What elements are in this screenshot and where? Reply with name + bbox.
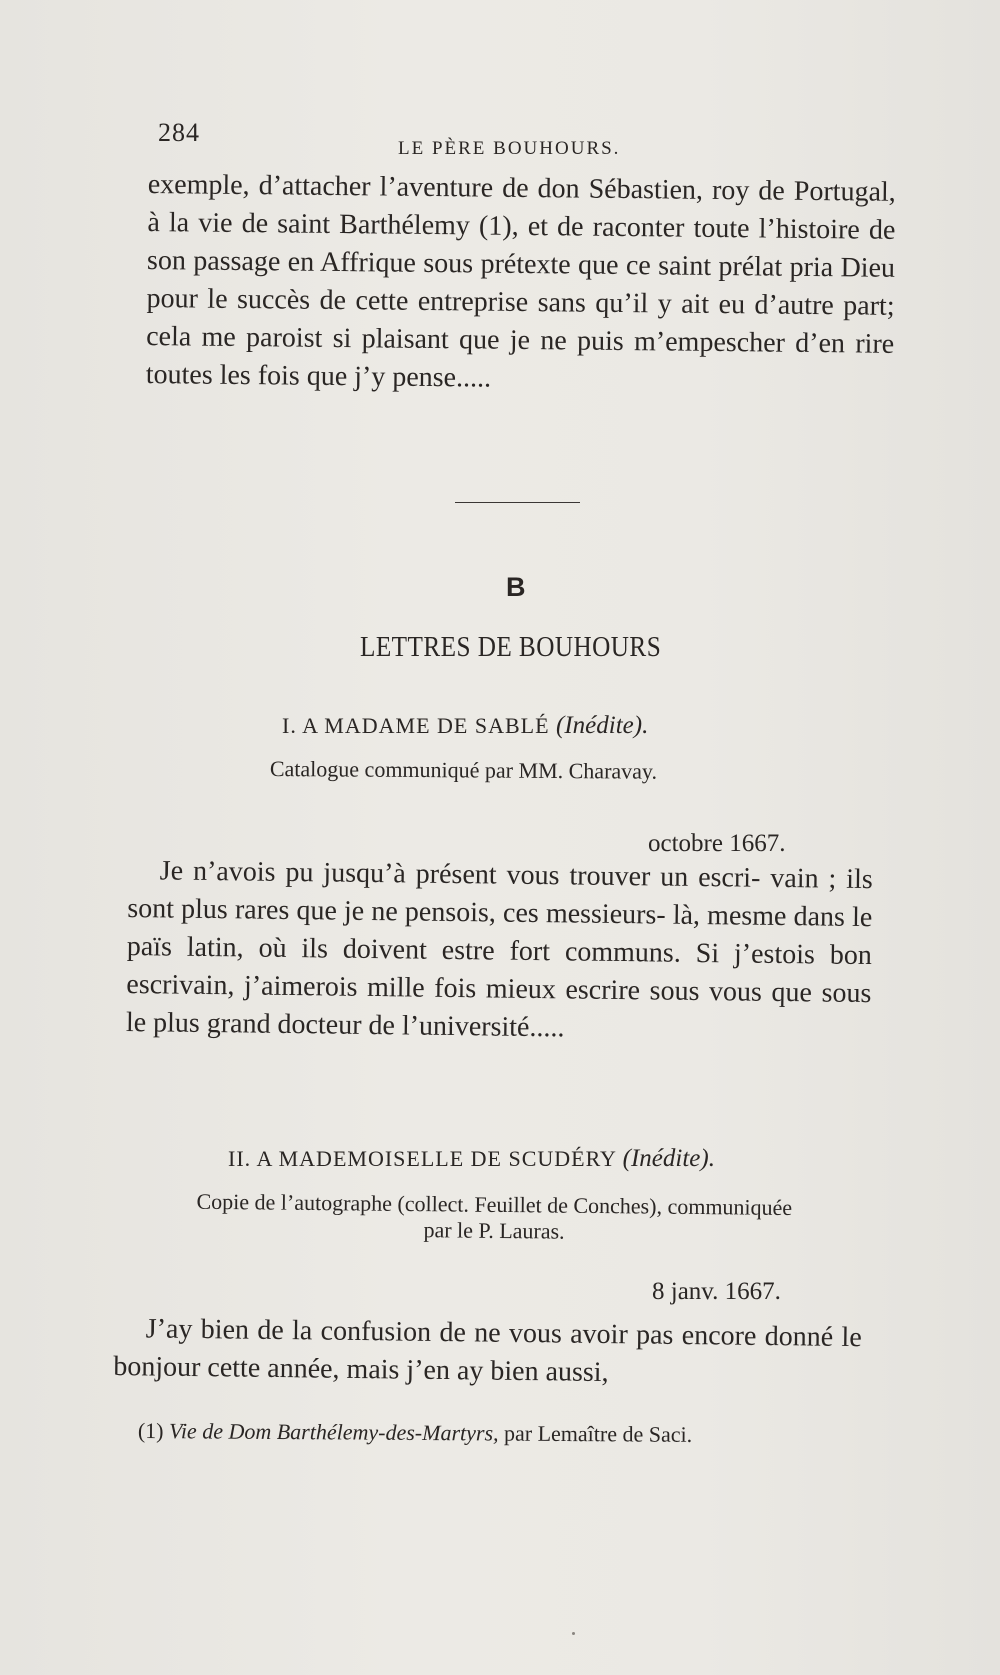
running-head: LE PÈRE BOUHOURS.	[398, 138, 621, 159]
letter-1-heading-text: I. A MADAME DE SABLÉ	[282, 713, 550, 738]
text-line: toutes les fois que j’y pense.....	[145, 358, 492, 394]
text-line: paroist si plaisant que je ne puis m’empescher d’en rire	[245, 322, 895, 360]
letter-2-heading	[228, 1145, 715, 1173]
continued-paragraph	[146, 166, 896, 402]
text-line: Portugal, à la vie de saint Barthélemy (1), et de raconter	[147, 175, 896, 244]
letter-2-source	[121, 1188, 867, 1248]
footnote-title: Vie de Dom Barthélemy-des-Martyrs,	[168, 1418, 499, 1446]
letter-2-heading-note: (Inédite).	[622, 1145, 715, 1172]
text-line: communs. Si j’estois bon escrivain, j’aimerois mille fois	[126, 936, 872, 1005]
text-line: donné le bonjour cette année, mais j’en ay bien aussi,	[113, 1320, 862, 1389]
section-title: LETTRES DE BOUHOURS	[360, 632, 662, 663]
text-line: toute l’histoire de son passage en Affrique sous prétexte	[146, 212, 896, 281]
letter-2-heading-text: II. A MADEMOISELLE DE SCUDÉRY	[228, 1146, 617, 1171]
paper-speck	[572, 1632, 575, 1635]
letter-1-heading	[282, 712, 648, 740]
page-number: 284	[158, 118, 200, 147]
text-line: là, mesme dans le païs latin, où ils doivent estre fort	[126, 899, 873, 968]
text-line: vain ; ils sont plus rares que je ne pensois, ces messieurs-	[127, 862, 873, 931]
section-divider	[455, 502, 580, 503]
footnote	[138, 1418, 692, 1448]
footnote-text: par Lemaître de Saci.	[503, 1420, 693, 1447]
text-line: que ce saint prélat pria Dieu pour le succès de cette	[146, 249, 896, 317]
page-header	[158, 116, 858, 159]
text-line: Je n’avois pu jusqu’à présent vous trouver un escri-	[159, 855, 761, 894]
letter-2-date: 8 janv. 1667.	[652, 1278, 781, 1305]
section-letter: B	[506, 572, 526, 602]
text-line: mieux escrire sous vous que sous le plus grand docteur	[125, 973, 872, 1041]
footnote-marker: (1)	[137, 1418, 164, 1444]
letter-2-source-line: Copie de l’autographe (collect. Feuillet de Conches), communiquée	[196, 1188, 793, 1221]
letter-1-heading-note: (Inédite).	[556, 712, 649, 739]
letter-1-body	[126, 852, 873, 1051]
letter-1-source: Catalogue communiqué par MM. Charavay.	[269, 756, 658, 784]
text-line: entreprise sans qu’il y ait eu d’autre part; cela me	[146, 285, 895, 353]
letter-2-source-line: par le P. Lauras.	[423, 1217, 565, 1244]
text-line: de l’université.....	[368, 1009, 565, 1044]
text-line: J’ay bien de la confusion de ne vous avoir pas encore	[145, 1313, 757, 1352]
text-line: exemple, d’attacher l’aventure de don Sébastien, roy de	[147, 168, 785, 207]
letter-2-body	[113, 1310, 862, 1395]
letter-1-date: octobre 1667.	[648, 830, 786, 857]
